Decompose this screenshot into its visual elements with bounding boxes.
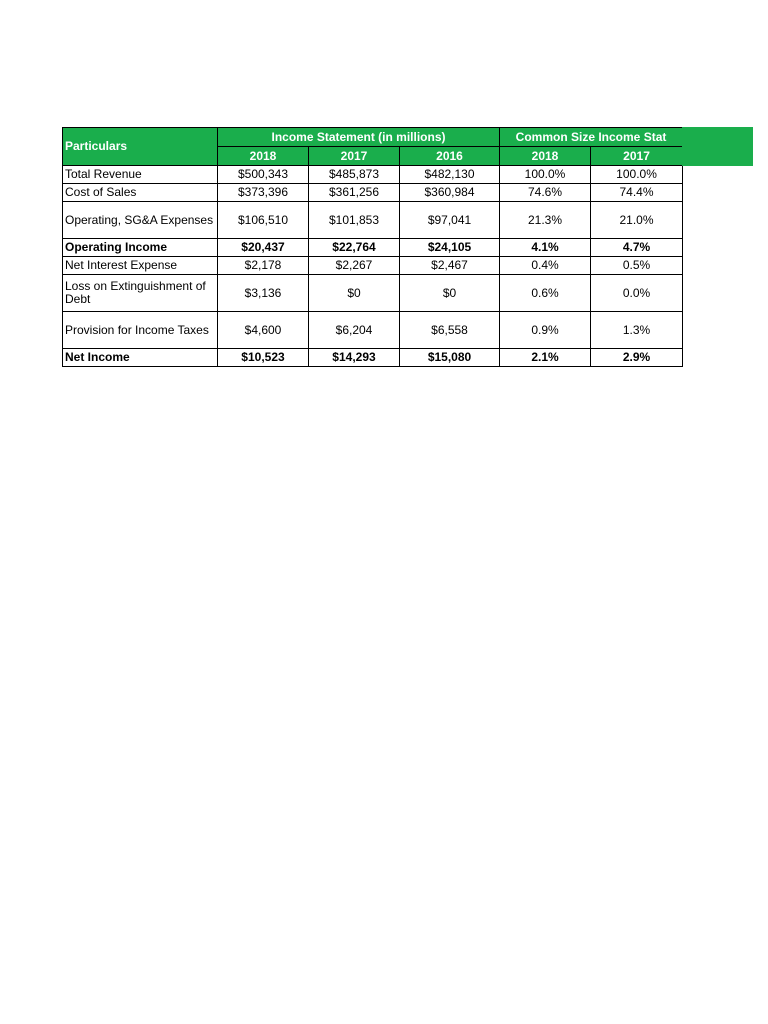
income-2017-cell[interactable]: $361,256 bbox=[309, 184, 400, 202]
income-2018-cell[interactable]: $500,343 bbox=[218, 166, 309, 184]
row-label-cell[interactable]: Loss on Extinguishment of Debt bbox=[63, 275, 218, 312]
common-2018-cell[interactable]: 74.6% bbox=[500, 184, 591, 202]
common-2018-cell[interactable]: 0.9% bbox=[500, 312, 591, 349]
common-2018-cell[interactable]: 0.4% bbox=[500, 257, 591, 275]
common-2017-cell[interactable]: 1.3% bbox=[591, 312, 683, 349]
income-2018-cell[interactable]: $373,396 bbox=[218, 184, 309, 202]
row-label-cell[interactable]: Total Revenue bbox=[63, 166, 218, 184]
income-2016-cell[interactable]: $24,105 bbox=[400, 239, 500, 257]
spreadsheet-area bbox=[62, 127, 753, 367]
table-row bbox=[63, 349, 683, 367]
row-label-cell[interactable]: Net Interest Expense bbox=[63, 257, 218, 275]
common-2018-cell[interactable]: 0.6% bbox=[500, 275, 591, 312]
row-label-cell[interactable]: Operating, SG&A Expenses bbox=[63, 202, 218, 239]
income-2017-cell[interactable]: $14,293 bbox=[309, 349, 400, 367]
income-2016-cell[interactable]: $0 bbox=[400, 275, 500, 312]
year-header-income-2018[interactable]: 2018 bbox=[218, 147, 309, 166]
row-label-cell[interactable]: Net Income bbox=[63, 349, 218, 367]
table-row bbox=[63, 257, 683, 275]
header-fill-overflow bbox=[682, 127, 753, 166]
particulars-header[interactable]: Particulars bbox=[63, 128, 218, 166]
common-2017-cell[interactable]: 4.7% bbox=[591, 239, 683, 257]
income-2016-cell[interactable]: $360,984 bbox=[400, 184, 500, 202]
year-header-common-2018[interactable]: 2018 bbox=[500, 147, 591, 166]
table-body bbox=[63, 166, 683, 367]
table-row bbox=[63, 275, 683, 312]
income-2017-cell[interactable]: $22,764 bbox=[309, 239, 400, 257]
common-2018-cell[interactable]: 4.1% bbox=[500, 239, 591, 257]
income-2018-cell[interactable]: $10,523 bbox=[218, 349, 309, 367]
common-2017-cell[interactable]: 21.0% bbox=[591, 202, 683, 239]
common-2017-cell[interactable]: 0.5% bbox=[591, 257, 683, 275]
year-header-income-2017[interactable]: 2017 bbox=[309, 147, 400, 166]
income-2016-cell[interactable]: $97,041 bbox=[400, 202, 500, 239]
income-2017-cell[interactable]: $485,873 bbox=[309, 166, 400, 184]
income-2017-cell[interactable]: $6,204 bbox=[309, 312, 400, 349]
income-2016-cell[interactable]: $15,080 bbox=[400, 349, 500, 367]
income-2018-cell[interactable]: $3,136 bbox=[218, 275, 309, 312]
common-2018-cell[interactable]: 100.0% bbox=[500, 166, 591, 184]
income-statement-table bbox=[62, 127, 683, 367]
income-2017-cell[interactable]: $0 bbox=[309, 275, 400, 312]
row-label-cell[interactable]: Cost of Sales bbox=[63, 184, 218, 202]
table-row bbox=[63, 312, 683, 349]
income-statement-group-header[interactable]: Income Statement (in millions) bbox=[218, 128, 500, 147]
row-label-cell[interactable]: Operating Income bbox=[63, 239, 218, 257]
income-2016-cell[interactable]: $2,467 bbox=[400, 257, 500, 275]
year-header-income-2016[interactable]: 2016 bbox=[400, 147, 500, 166]
year-header-common-2017[interactable]: 2017 bbox=[591, 147, 683, 166]
common-2018-cell[interactable]: 2.1% bbox=[500, 349, 591, 367]
income-2018-cell[interactable]: $2,178 bbox=[218, 257, 309, 275]
income-2017-cell[interactable]: $101,853 bbox=[309, 202, 400, 239]
income-2016-cell[interactable]: $482,130 bbox=[400, 166, 500, 184]
table-row bbox=[63, 202, 683, 239]
common-2017-cell[interactable]: 0.0% bbox=[591, 275, 683, 312]
income-2018-cell[interactable]: $20,437 bbox=[218, 239, 309, 257]
income-2018-cell[interactable]: $4,600 bbox=[218, 312, 309, 349]
row-label-cell[interactable]: Provision for Income Taxes bbox=[63, 312, 218, 349]
table-row bbox=[63, 239, 683, 257]
table-row bbox=[63, 184, 683, 202]
common-size-group-header[interactable]: Common Size Income Stat bbox=[500, 128, 683, 147]
income-2016-cell[interactable]: $6,558 bbox=[400, 312, 500, 349]
common-2017-cell[interactable]: 74.4% bbox=[591, 184, 683, 202]
common-2018-cell[interactable]: 21.3% bbox=[500, 202, 591, 239]
common-2017-cell[interactable]: 100.0% bbox=[591, 166, 683, 184]
income-2017-cell[interactable]: $2,267 bbox=[309, 257, 400, 275]
table-row bbox=[63, 166, 683, 184]
common-2017-cell[interactable]: 2.9% bbox=[591, 349, 683, 367]
income-2018-cell[interactable]: $106,510 bbox=[218, 202, 309, 239]
